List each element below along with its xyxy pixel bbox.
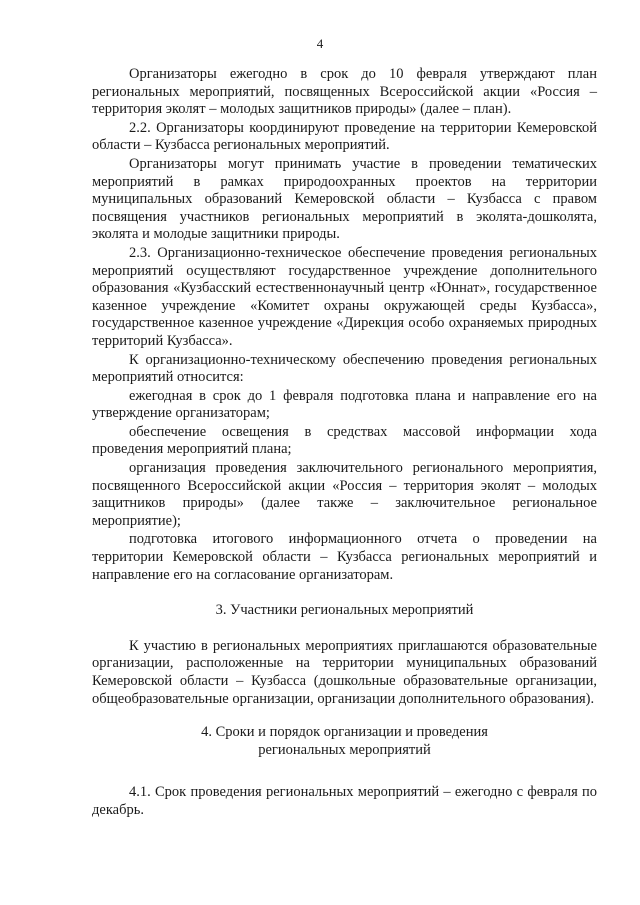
list-item-plan-preparation: ежегодная в срок до 1 февраля подготовка плана и направление его на утверждение организаторам;: [92, 387, 597, 422]
paragraph-participants: К участию в региональных мероприятиях приглашаются образовательные организации, расположенные на территории муниципальных образований Кемеровской области – Кузбасса (дошкольные образовательные организации, общеобразовательные организации, организации дополнительного образования).: [92, 637, 597, 707]
paragraph-technical-support-intro: К организационно-техническому обеспечению проведения региональных мероприятий относится:: [92, 351, 597, 386]
paragraph-4-1: 4.1. Срок проведения региональных мероприятий – ежегодно с февраля по декабрь.: [92, 784, 597, 818]
paragraph-plan-approval: Организаторы ежегодно в срок до 10 февраля утверждают план региональных мероприятий, посвященных Всероссийской акции «Россия – территория эколят – молодых защитников природы» (далее – план).: [92, 66, 597, 118]
document-body: [92, 66, 597, 820]
section-3-heading: 3. Участники региональных мероприятий: [215, 602, 474, 619]
paragraph-2-3: 2.3. Организационно-техническое обеспечение проведения региональных мероприятий осуществляют государственное учреждение дополнительного образования «Кузбасский естественнонаучный центр «Юннат», государственное казенное учреждение «Комитет охраны окружающей среды Кузбасса», государственное казенное учреждение «Дирекция особо охраняемых природных территорий Кузбасса».: [92, 244, 597, 349]
section-4-heading-line2: региональных мероприятий: [258, 741, 431, 758]
list-item-final-report: подготовка итогового информационного отчета о проведении на территории Кемеровской области – Кузбасса региональных мероприятий и направление его на согласование организаторам.: [92, 531, 597, 583]
list-item-final-event: организация проведения заключительного регионального мероприятия, посвященного Всероссийской акции «Россия – территория эколят – молодых защитников природы» (далее также – заключительное региональное мероприятие);: [92, 460, 597, 529]
paragraph-2-2: 2.2. Организаторы координируют проведение на территории Кемеровской области – Кузбасса региональных мероприятий.: [92, 119, 597, 154]
paragraph-thematic-events: Организаторы могут принимать участие в проведении тематических мероприятий в рамках природоохранных проектов на территории муниципальных образований Кемеровской области – Кузбасса с правом посвящения участников региональных мероприятий в эколята-дошколята, эколята и молодые защитники природы.: [92, 155, 597, 243]
page-number: 4: [316, 36, 324, 51]
list-item-media-coverage: обеспечение освещения в средствах массовой информации хода проведения мероприятий плана;: [92, 423, 597, 458]
section-4-heading-line1: 4. Сроки и порядок организации и проведения: [201, 724, 488, 741]
